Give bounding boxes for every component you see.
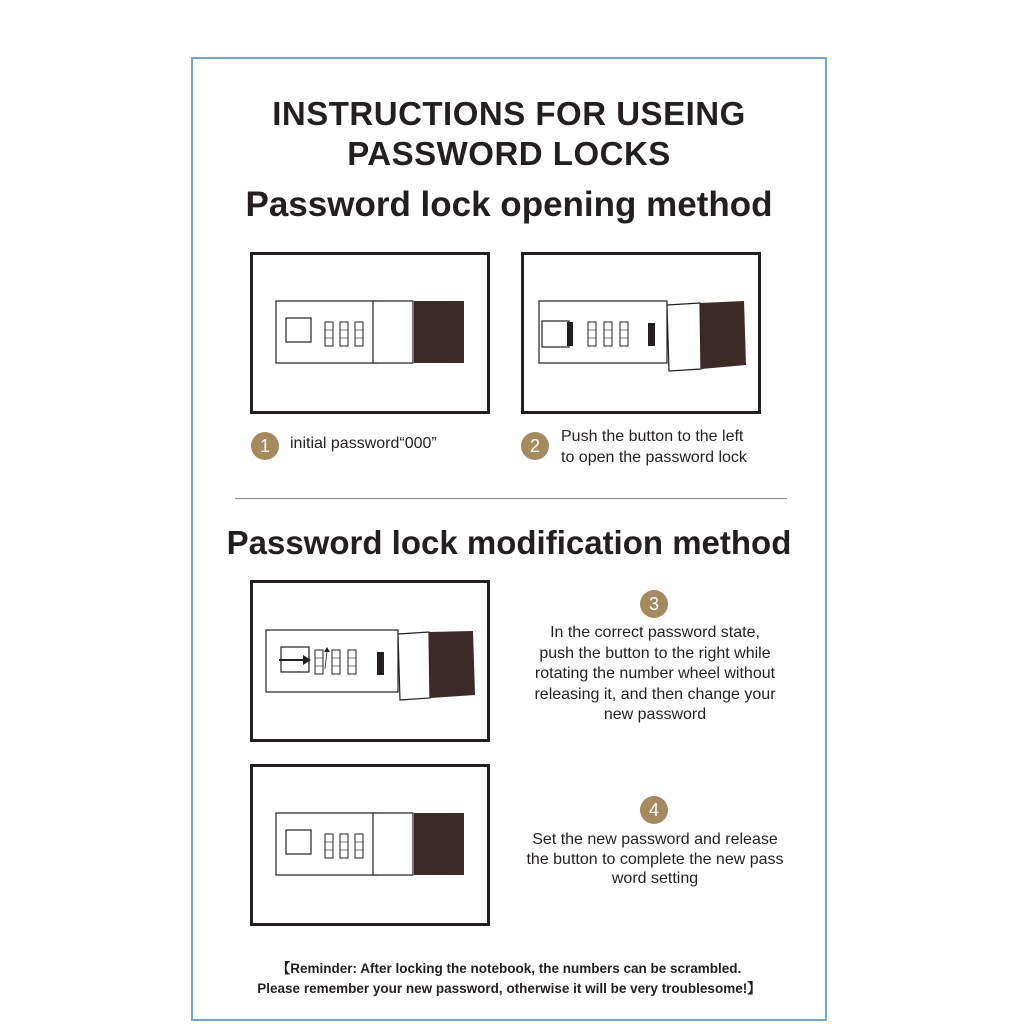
- step4-badge: 4: [640, 796, 668, 824]
- step3-illustration-frame: [250, 580, 490, 742]
- main-title-line2: PASSWORD LOCKS: [347, 135, 671, 172]
- section-divider: [235, 498, 787, 499]
- step1-illustration-frame: [250, 252, 490, 414]
- main-title-line1: INSTRUCTIONS FOR USEING: [272, 95, 746, 132]
- step3-text: [505, 623, 805, 726]
- step3-text-line: releasing it, and then change your: [534, 685, 776, 703]
- step4-text-line: Set the new password and release: [532, 831, 778, 848]
- opening-heading: Password lock opening method: [245, 185, 773, 224]
- step2-text: [561, 427, 747, 468]
- step4-text-line: the button to complete the new pass: [526, 850, 784, 868]
- step3-text-line: In the correct password state,: [550, 624, 760, 641]
- step3-text-line: push the button to the right while: [539, 644, 771, 662]
- step3-text-line: rotating the number wheel without: [534, 665, 776, 682]
- lock-modify-illustration-icon: [253, 583, 487, 739]
- lock-set-illustration-icon: [253, 767, 487, 923]
- step1-badge: 1: [251, 432, 279, 460]
- instruction-card: [191, 57, 827, 1021]
- lock-open-illustration-icon: [524, 255, 758, 411]
- lock-closed-illustration-icon: [253, 255, 487, 411]
- step4-text: [505, 830, 805, 889]
- step2-text-line2: to open the password lock: [561, 448, 747, 466]
- reminder-line1: 【Reminder: After locking the notebook, the numbers can be scrambled.: [276, 961, 742, 976]
- step4-text-line: word setting: [611, 870, 699, 887]
- step1-text: initial password“000”: [290, 435, 437, 452]
- modification-heading: Password lock modification method: [226, 524, 792, 561]
- step2-badge: 2: [521, 432, 549, 460]
- reminder-line2: Please remember your new password, otherwise it will be very troublesome!】: [257, 981, 761, 996]
- step2-text-line1: Push the button to the left: [561, 428, 744, 445]
- step2-illustration-frame: [521, 252, 761, 414]
- step3-badge: 3: [640, 590, 668, 618]
- step3-text-line: new password: [603, 706, 707, 723]
- step4-illustration-frame: [250, 764, 490, 926]
